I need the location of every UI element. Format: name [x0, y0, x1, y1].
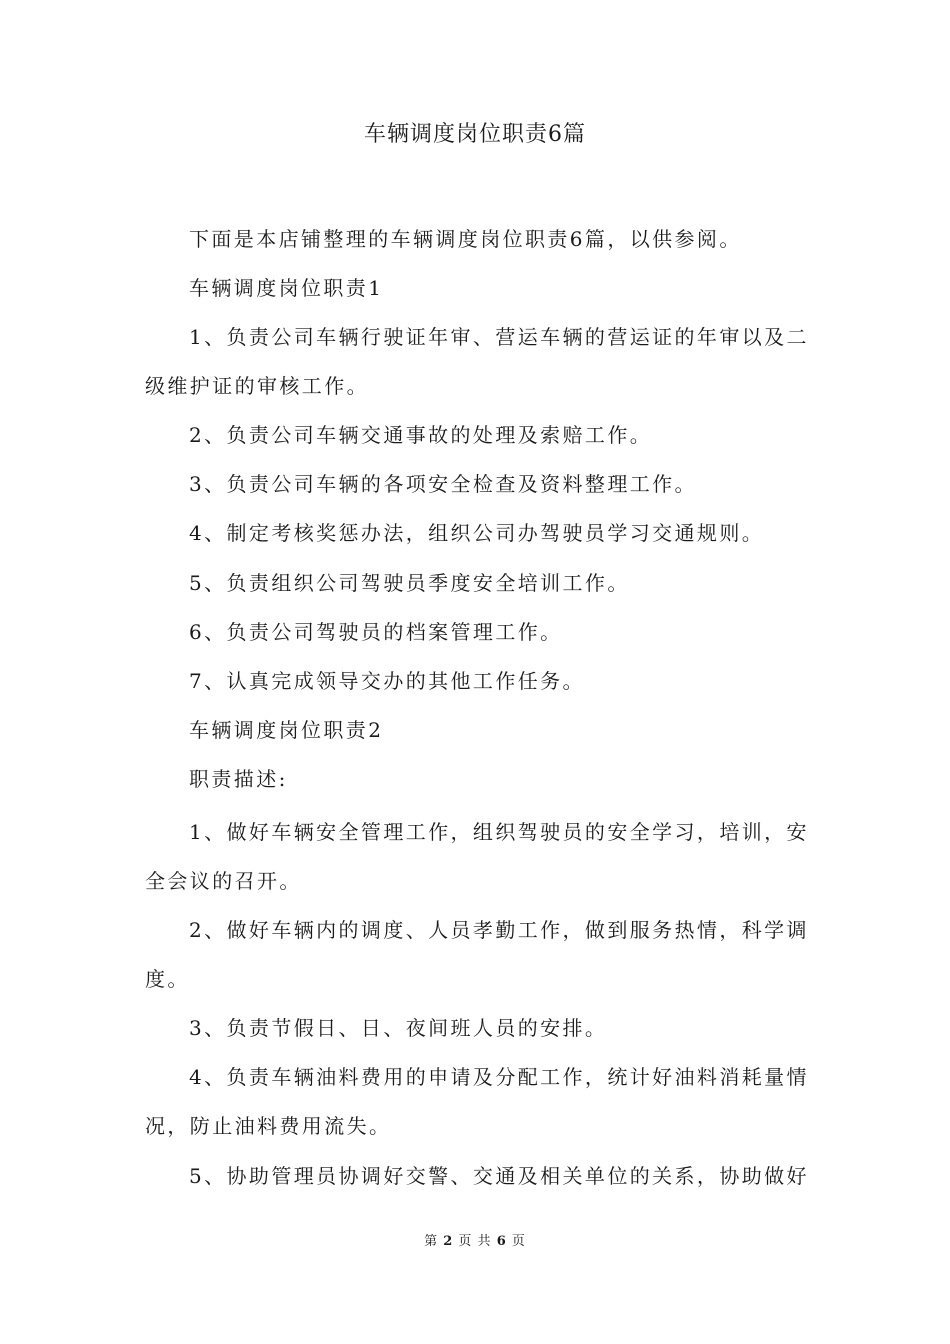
duty-item-1-4: 4、制定考核奖惩办法，组织公司办驾驶员学习交通规则。	[189, 521, 765, 545]
duty-item-1-1: 1、负责公司车辆行驶证年审、营运车辆的营运证的年审以及二	[189, 325, 809, 349]
footer-suffix: 页	[511, 1234, 526, 1249]
duty-item-2-2: 2、做好车辆内的调度、人员孝勤工作，做到服务热情，科学调	[189, 918, 809, 942]
duty-item-1-5: 5、负责组织公司驾驶员季度安全培训工作。	[189, 571, 630, 595]
document-title: 车辆调度岗位职责6篇	[364, 122, 586, 147]
section-heading-1: 车辆调度岗位职责1	[189, 276, 384, 300]
duty-item-2-1: 1、做好车辆安全管理工作，组织驾驶员的安全学习，培训，安	[189, 820, 809, 844]
duty-item-2-4: 4、负责车辆油料费用的申请及分配工作，统计好油料消耗量情	[189, 1065, 809, 1089]
duty-item-2-2-cont: 度。	[145, 967, 190, 991]
duty-item-2-5: 5、协助管理员协调好交警、交通及相关单位的关系，协助做好	[189, 1164, 809, 1188]
footer-prefix: 第	[424, 1234, 439, 1249]
footer-total-pages: 6	[496, 1234, 507, 1249]
duty-item-1-1-cont: 级维护证的审核工作。	[145, 374, 369, 398]
section-heading-2: 车辆调度岗位职责2	[189, 718, 384, 742]
duty-item-2-4-cont: 况，防止油料费用流失。	[145, 1114, 392, 1138]
duty-description-label: 职责描述:	[189, 767, 288, 791]
page-footer	[0, 1232, 950, 1252]
duty-item-1-2: 2、负责公司车辆交通事故的处理及索赔工作。	[189, 423, 653, 447]
duty-item-1-6: 6、负责公司驾驶员的档案管理工作。	[189, 620, 563, 644]
footer-middle: 页 共	[458, 1234, 492, 1249]
duty-item-1-3: 3、负责公司车辆的各项安全检查及资料整理工作。	[189, 472, 697, 496]
footer-page-number: 2	[443, 1234, 454, 1249]
duty-item-1-7: 7、认真完成领导交办的其他工作任务。	[189, 669, 585, 693]
duty-item-2-1-cont: 全会议的召开。	[145, 869, 302, 893]
duty-item-2-3: 3、负责节假日、日、夜间班人员的安排。	[189, 1016, 608, 1040]
intro-paragraph: 下面是本店铺整理的车辆调度岗位职责6篇，以供参阅。	[189, 227, 742, 251]
